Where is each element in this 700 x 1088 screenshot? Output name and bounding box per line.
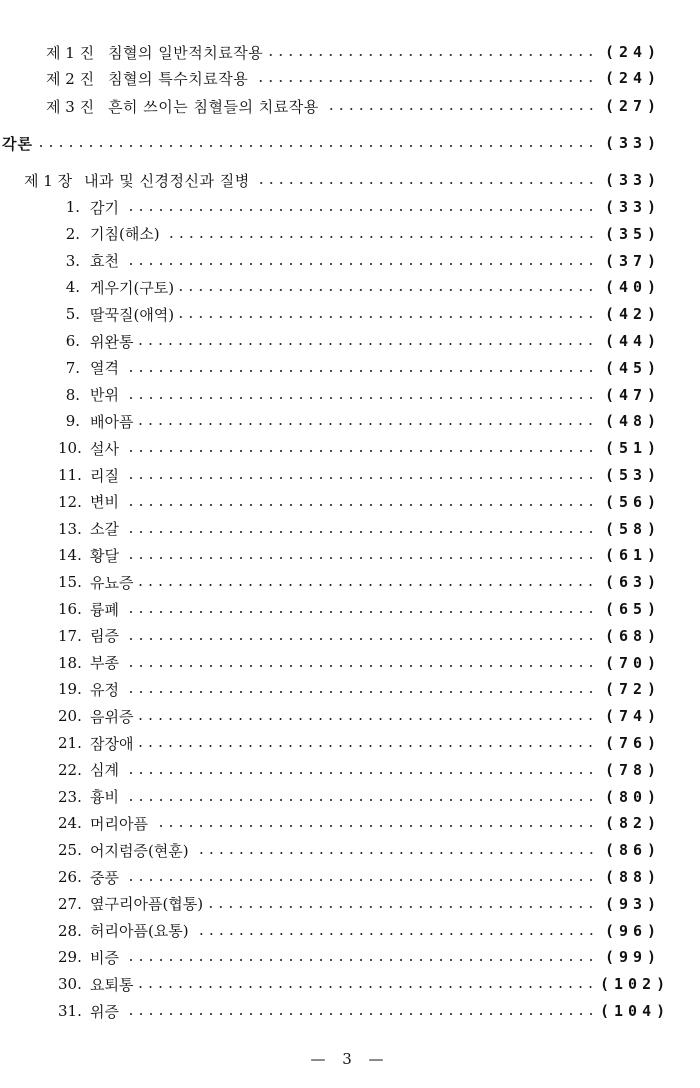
page-number: (65) xyxy=(604,600,662,618)
toc-item xyxy=(58,811,666,835)
toc-item xyxy=(58,704,666,728)
item-number: 27. xyxy=(58,894,82,913)
page-number: (70) xyxy=(604,653,662,672)
dot-leader xyxy=(123,370,596,372)
dot-leader xyxy=(178,289,596,291)
page-number: (48) xyxy=(604,412,662,431)
page-number: (68) xyxy=(604,626,662,645)
dot-leader xyxy=(164,236,596,238)
item-title: 배아픔 xyxy=(90,412,134,431)
page-number: (24) xyxy=(604,69,662,87)
toc-item xyxy=(58,543,666,567)
item-number: 24. xyxy=(58,814,82,833)
item-number: 4. xyxy=(65,278,80,297)
item-title: 유정 xyxy=(90,680,119,699)
section-label: 제 1 진 xyxy=(46,43,95,62)
item-number: 15. xyxy=(58,573,82,592)
dot-leader xyxy=(123,209,596,211)
toc-item xyxy=(58,222,666,246)
item-title: 심계 xyxy=(90,761,119,780)
item-number: 23. xyxy=(58,787,82,806)
item-number: 29. xyxy=(58,948,82,967)
page-number: (78) xyxy=(604,760,662,779)
toc-item xyxy=(58,651,666,675)
item-title: 머리아픔 xyxy=(90,814,148,833)
section-title: 흔히 쓰이는 침혈들의 치료작용 xyxy=(108,97,319,116)
page-number: (33) xyxy=(604,134,662,152)
item-number: 11. xyxy=(58,466,82,484)
item-title: 림증 xyxy=(90,627,119,646)
item-number: 7. xyxy=(65,358,80,377)
item-number: 6. xyxy=(65,332,80,350)
item-title: 유뇨증 xyxy=(90,573,134,592)
item-number: 1. xyxy=(65,198,80,216)
item-title: 딸꾹질(애역) xyxy=(90,305,175,324)
item-number: 30. xyxy=(58,975,82,994)
dot-leader xyxy=(123,1013,596,1015)
item-number: 9. xyxy=(65,412,80,431)
dot-leader xyxy=(123,799,596,801)
item-title: 요퇴통 xyxy=(90,975,134,994)
item-number: 5. xyxy=(65,305,80,324)
dot-leader xyxy=(137,343,596,345)
item-number: 17. xyxy=(58,626,82,645)
page-number: (45) xyxy=(604,358,662,377)
toc-item xyxy=(58,463,666,487)
item-title: 리질 xyxy=(90,466,119,485)
item-number: 22. xyxy=(58,760,82,779)
page-number: (74) xyxy=(604,707,662,726)
item-title: 기침(해소) xyxy=(90,225,160,244)
dot-leader xyxy=(137,423,596,425)
page-number: (33) xyxy=(604,198,662,216)
toc-item xyxy=(58,785,666,809)
chapter-title: 내과 및 신경정신과 질병 xyxy=(84,171,250,190)
item-number: 26. xyxy=(58,868,82,886)
toc-item xyxy=(58,409,666,433)
dot-leader xyxy=(123,397,596,399)
item-title: 변비 xyxy=(90,493,119,512)
page-number: (47) xyxy=(604,385,662,404)
toc-item xyxy=(58,838,666,862)
toc-item xyxy=(58,945,666,969)
item-title: 륭폐 xyxy=(90,600,119,619)
item-number: 21. xyxy=(58,734,82,752)
toc-item xyxy=(58,356,666,380)
dot-leader xyxy=(123,477,596,479)
toc-item xyxy=(58,758,666,782)
toc-chapter xyxy=(24,168,666,192)
dot-leader xyxy=(207,906,596,908)
item-title: 허리아픔(요통) xyxy=(90,922,189,941)
toc-item xyxy=(58,597,666,621)
part-title: 각론 xyxy=(2,134,33,153)
item-number: 16. xyxy=(58,600,82,618)
toc-item xyxy=(58,677,666,701)
item-number: 19. xyxy=(58,680,82,699)
page-number: (33) xyxy=(604,171,662,189)
toc-item xyxy=(58,302,666,326)
item-number: 31. xyxy=(58,1002,82,1020)
dot-leader xyxy=(123,531,596,533)
item-number: 10. xyxy=(58,439,82,458)
item-number: 8. xyxy=(65,385,80,404)
dot-leader xyxy=(123,504,596,506)
dot-leader xyxy=(37,145,596,147)
dot-leader xyxy=(123,879,596,881)
item-title: 흉비 xyxy=(90,788,119,807)
dot-leader xyxy=(123,611,596,613)
dot-leader xyxy=(123,772,596,774)
item-number: 2. xyxy=(65,224,80,243)
toc-item xyxy=(58,436,666,460)
toc-item xyxy=(58,275,666,299)
page-number: (61) xyxy=(604,546,662,565)
page-number: (96) xyxy=(604,921,662,940)
dot-leader xyxy=(123,557,596,559)
dot-leader xyxy=(252,80,596,82)
dot-leader xyxy=(193,852,596,854)
toc-item xyxy=(58,999,671,1023)
item-title: 비증 xyxy=(90,948,119,967)
page-number: (88) xyxy=(604,868,662,886)
page-number: (104) xyxy=(600,1002,671,1020)
item-title: 감기 xyxy=(90,198,119,217)
dot-leader xyxy=(123,959,596,961)
page-number: (35) xyxy=(604,224,662,243)
page-number: (27) xyxy=(604,97,662,115)
toc-item xyxy=(58,195,666,219)
item-title: 잠장애 xyxy=(90,734,134,753)
toc-item xyxy=(58,865,666,889)
section-label: 제 2 진 xyxy=(46,69,95,88)
item-number: 28. xyxy=(58,921,82,940)
dot-leader xyxy=(137,986,596,988)
item-title: 소갈 xyxy=(90,520,119,539)
page-number: (42) xyxy=(604,305,662,324)
dot-leader xyxy=(254,182,596,184)
toc-section-2 xyxy=(46,66,666,90)
dot-leader xyxy=(123,263,596,265)
toc-item xyxy=(58,972,671,996)
dot-leader xyxy=(323,108,596,110)
item-title: 중풍 xyxy=(90,868,119,887)
page-number: (86) xyxy=(604,841,662,860)
toc-item xyxy=(58,892,666,916)
toc-item xyxy=(58,570,666,594)
page-number: (72) xyxy=(604,680,662,699)
page-number: (51) xyxy=(604,439,662,458)
dot-leader xyxy=(193,933,596,935)
page-number: (99) xyxy=(604,948,662,967)
page-number: (80) xyxy=(604,787,662,806)
item-title: 효천 xyxy=(90,252,119,271)
page-number: (63) xyxy=(604,573,662,592)
dot-leader xyxy=(123,665,596,667)
dot-leader xyxy=(123,450,596,452)
item-title: 게우기(구토) xyxy=(90,278,175,297)
toc-item xyxy=(58,490,666,514)
toc-part xyxy=(2,131,666,155)
item-title: 위증 xyxy=(90,1002,119,1021)
toc-item xyxy=(58,731,666,755)
dot-leader xyxy=(152,825,596,827)
item-title: 음위증 xyxy=(90,707,134,726)
dot-leader xyxy=(137,584,596,586)
page-number: (56) xyxy=(604,492,662,511)
page-number: (40) xyxy=(604,278,662,297)
toc-section-1 xyxy=(46,40,666,64)
dot-leader xyxy=(137,745,596,747)
page-number: (102) xyxy=(600,975,671,994)
page-number: (58) xyxy=(604,519,662,538)
toc-item xyxy=(58,919,666,943)
item-title: 설사 xyxy=(90,439,119,458)
page-number: (93) xyxy=(604,894,662,913)
item-title: 어지럼증(현훈) xyxy=(90,841,189,860)
page-number: (76) xyxy=(604,734,662,752)
toc-item xyxy=(58,517,666,541)
dot-leader xyxy=(178,316,596,318)
section-title: 침혈의 일반적치료작용 xyxy=(108,43,264,62)
item-title: 반위 xyxy=(90,386,119,405)
item-title: 부종 xyxy=(90,654,119,673)
chapter-label: 제 1 장 xyxy=(24,171,73,190)
section-title: 침혈의 특수치료작용 xyxy=(108,69,249,88)
dot-leader xyxy=(123,691,596,693)
item-number: 20. xyxy=(58,707,82,726)
item-number: 3. xyxy=(65,251,80,270)
dot-leader xyxy=(267,54,596,56)
item-title: 옆구리아픔(협통) xyxy=(90,895,204,914)
toc-section-3 xyxy=(46,94,666,118)
item-number: 18. xyxy=(58,653,82,672)
toc-item xyxy=(58,249,666,273)
item-title: 열격 xyxy=(90,359,119,378)
page-number: (53) xyxy=(604,466,662,484)
item-number: 12. xyxy=(58,492,82,511)
item-number: 13. xyxy=(58,519,82,538)
page-number: (82) xyxy=(604,814,662,833)
page-number: (24) xyxy=(604,43,662,61)
dot-leader xyxy=(137,718,596,720)
item-title: 황달 xyxy=(90,546,119,565)
toc-item xyxy=(58,329,666,353)
page-number: (44) xyxy=(604,332,662,350)
footer-page-number: — 3 — xyxy=(310,1050,390,1068)
toc-item xyxy=(58,383,666,407)
page-number: (37) xyxy=(604,251,662,270)
item-number: 25. xyxy=(58,841,82,860)
item-number: 14. xyxy=(58,546,82,565)
item-title: 위완통 xyxy=(90,332,134,351)
section-label: 제 3 진 xyxy=(46,97,95,116)
dot-leader xyxy=(123,638,596,640)
toc-item xyxy=(58,624,666,648)
